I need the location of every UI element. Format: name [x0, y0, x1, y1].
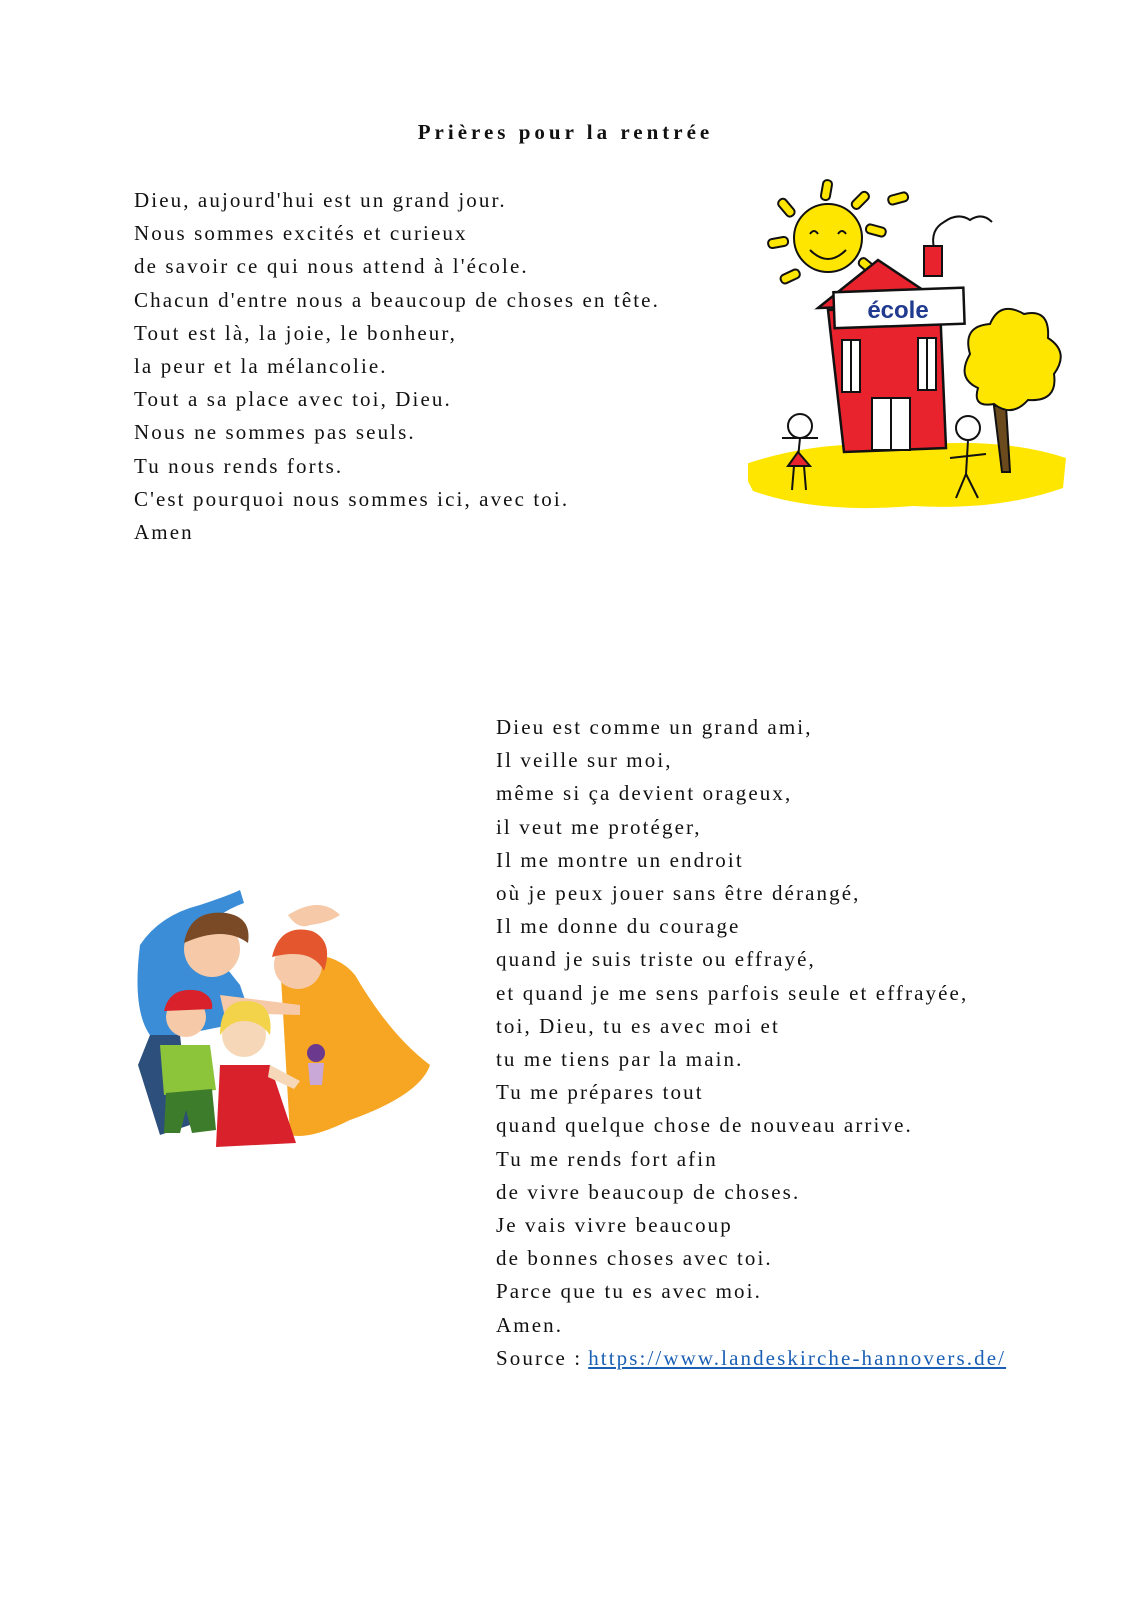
prayer-one [134, 184, 660, 549]
family-children-icon [120, 885, 440, 1160]
school-sign-text: école [867, 297, 929, 324]
prayer-line: Dieu est comme un grand ami, [496, 715, 813, 739]
prayer-line: il veut me protéger, [496, 814, 702, 839]
page-title: Prières pour la rentrée [417, 120, 714, 144]
prayer-line: Dieu, aujourd'hui est un grand jour. [134, 188, 507, 212]
source-label: Source : [496, 1345, 583, 1370]
prayer-line: toi, Dieu, tu es avec moi et [496, 1013, 780, 1038]
prayer-line: Chacun d'entre nous a beaucoup de choses en tête. [134, 287, 660, 312]
prayer-line: Nous sommes excités et curieux [134, 221, 468, 246]
prayer-line: la peur et la mélancolie. [134, 354, 388, 379]
prayer-line: même si ça devient orageux, [496, 781, 793, 806]
school-house-icon [748, 176, 1078, 526]
prayer-line: Amen [134, 520, 194, 545]
prayer-line: Tu me prépares tout [496, 1080, 704, 1105]
prayer-line: Amen. [496, 1312, 564, 1337]
prayer-line: Tout a sa place avec toi, Dieu. [134, 387, 452, 412]
prayer-line: Tu me rends fort afin [496, 1146, 718, 1171]
prayer-line: quand quelque chose de nouveau arrive. [496, 1113, 913, 1138]
prayer-line: quand je suis triste ou effrayé, [496, 947, 816, 972]
prayer-line: de bonnes choses avec toi. [496, 1246, 773, 1271]
prayer-two [496, 711, 1006, 1375]
prayer-line: tu me tiens par la main. [496, 1047, 744, 1072]
prayer-line: de vivre beaucoup de choses. [496, 1179, 801, 1204]
prayer-line: Il me montre un endroit [496, 847, 744, 872]
prayer-line: de savoir ce qui nous attend à l'école. [134, 254, 529, 279]
source-link[interactable]: https://www.landeskirche-hannovers.de/ [588, 1345, 1007, 1370]
prayer-line: et quand je me sens parfois seule et effrayée, [496, 980, 969, 1005]
prayer-line: Tout est là, la joie, le bonheur, [134, 320, 458, 345]
prayer-line: Il me donne du courage [496, 914, 741, 939]
prayer-line: C'est pourquoi nous sommes ici, avec toi. [134, 486, 570, 511]
prayer-line: Parce que tu es avec moi. [496, 1279, 762, 1304]
prayer-line: Il veille sur moi, [496, 748, 673, 773]
prayer-line: Nous ne sommes pas seuls. [134, 420, 416, 445]
source-line [496, 1342, 1006, 1375]
prayer-line: Je vais vivre beaucoup [496, 1213, 733, 1238]
prayer-line: Tu nous rends forts. [134, 453, 344, 478]
prayer-line: où je peux jouer sans être dérangé, [496, 881, 861, 906]
